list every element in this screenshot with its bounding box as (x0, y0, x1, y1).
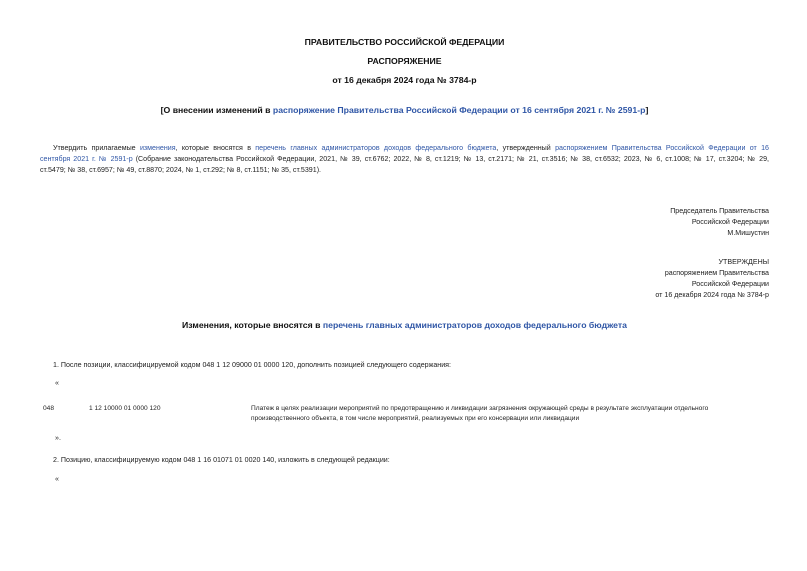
subject-amended-order-link[interactable]: распоряжение Правительства Российской Федерации от 16 сентября 2021 г. № 2591-р (272, 105, 646, 115)
changes-heading-list-link[interactable]: перечень главных администраторов доходов федерального бюджета (322, 320, 627, 330)
item-2-open-quote: « (55, 474, 59, 483)
intro-text-2: , которые вносятся в (175, 143, 256, 152)
change-item-2: 2. Позицию, классифицируемую кодом 048 1 16 01071 01 0020 140, изложить в следующей редакции: (53, 455, 390, 464)
intro-line-1 (53, 143, 769, 154)
revenue-administrators-list-link[interactable]: перечень главных администраторов доходов федерального бюджета (255, 143, 497, 152)
document-type: РАСПОРЯЖЕНИЕ (367, 56, 442, 66)
intro-sources-2: ст.5479; № 38, ст.6957; № 49, ст.8870; 2024, № 1, ст.292; № 8, ст.1151; № 35, ст.5391). (40, 166, 322, 174)
revenue-description-cell: Платеж в целях реализации мероприятий по предотвращению и ликвидации загрязнения окружающей среды в результате эксплуатации отдельного производственного объекта, в том числе мероприятий, реализуемых при его консервации или ликвидации (251, 405, 709, 422)
intro-text-1: Утвердить прилагаемые (53, 143, 140, 152)
changes-link[interactable]: изменения (139, 143, 176, 152)
new-position-row (0, 404, 807, 424)
approval-block (655, 257, 769, 301)
admin-code-cell: 048 (43, 405, 55, 412)
signature-block (670, 206, 769, 239)
item-1-close-quote: ». (55, 433, 61, 442)
item-1-open-quote: « (55, 378, 59, 387)
order-2591-link-continued[interactable]: сентября 2021 г. № 2591-р (40, 154, 133, 163)
order-2591-link[interactable]: распоряжением Правительства Российской Федерации от 16 (555, 143, 769, 152)
change-item-1: 1. После позиции, классифицируемой кодом 048 1 12 09000 01 0000 120, дополнить позицией следующего содержания: (53, 360, 451, 369)
issuing-authority: ПРАВИТЕЛЬСТВО РОССИЙСКОЙ ФЕДЕРАЦИИ (304, 37, 505, 47)
approval-stamp: УТВЕРЖДЕНЫ (718, 257, 769, 266)
approval-line-2: Российской Федерации (691, 279, 769, 288)
signature-title-line-2: Российской Федерации (691, 217, 769, 226)
intro-line-2 (40, 154, 769, 165)
document-date-number: от 16 декабря 2024 года № 3784-р (332, 75, 477, 85)
approval-line-3: от 16 декабря 2024 года № 3784-р (655, 290, 769, 299)
intro-text-3: , утвержденный (496, 143, 556, 152)
signature-title-line-1: Председатель Правительства (670, 206, 769, 215)
subject-suffix: ] (645, 105, 649, 115)
changes-heading-prefix: Изменения, которые вносятся в (182, 320, 323, 330)
subject-prefix: [О внесении изменений в (160, 105, 273, 115)
intro-line-3 (40, 165, 321, 176)
revenue-code-cell: 1 12 10000 01 0000 120 (89, 405, 161, 412)
intro-sources-1: (Собрание законодательства Российской Федерации, 2021, № 39, ст.6762; 2022, № 8, ст.1219; № 13, ст.2171; № 21, ст.3516; № 38, ст.6532; 2023, № 6, ст.1008; № 17, ст.3204; № 29, (132, 154, 769, 163)
signature-name: М.Мишустин (727, 228, 769, 237)
changes-heading (40, 319, 769, 331)
approval-line-1: распоряжением Правительства (664, 268, 769, 277)
document-subject (40, 104, 769, 116)
